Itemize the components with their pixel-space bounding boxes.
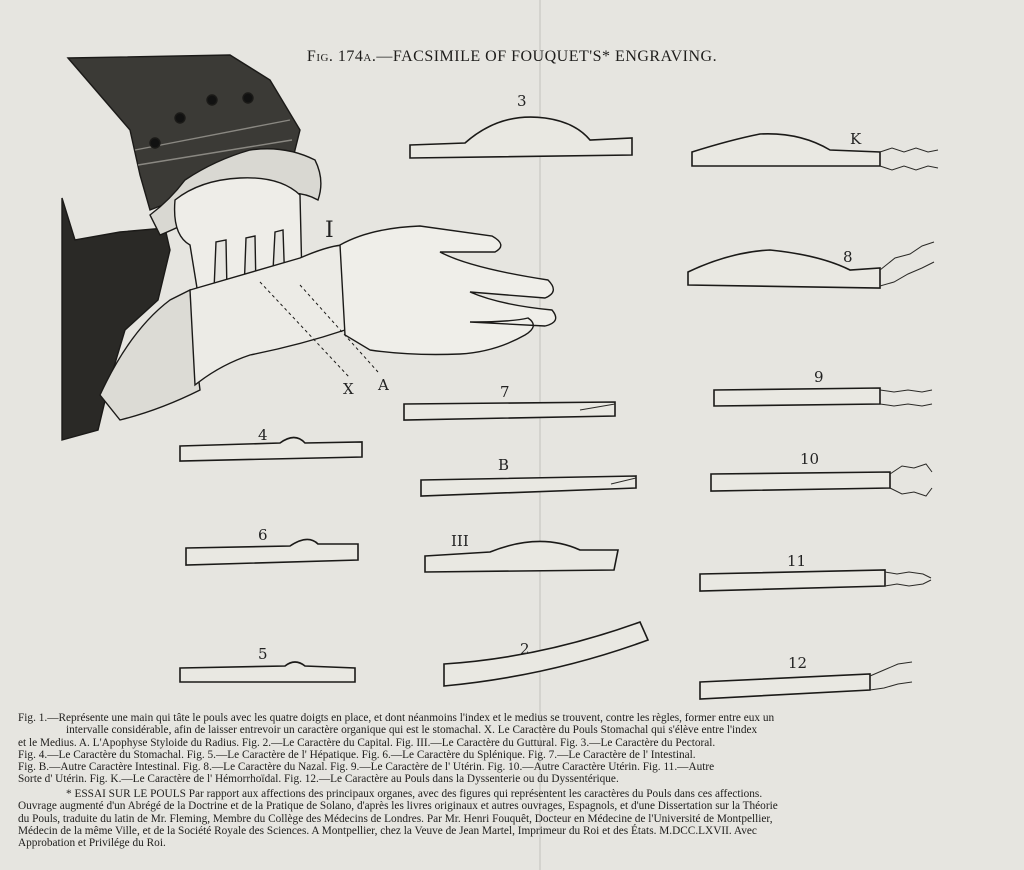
label-fig-12: 12 (788, 654, 808, 672)
plate-title-prefix: Fig. 174a. (306, 48, 377, 65)
caption-line: intervalle considérable, afin de laisser entrevoir un caractère organique qui est le stomachal. X. Le Caractère du Pouls Stomachal qui s'élève entre l'index (66, 724, 758, 737)
pulse-feather-tips (580, 148, 938, 690)
pulse-fig-11 (700, 570, 885, 591)
label-fig-11: 11 (787, 552, 807, 570)
pulse-fig-b (421, 476, 636, 496)
pulse-fig-12 (700, 674, 870, 699)
cuff-button-4 (243, 93, 253, 103)
caption-line: et le Medius. A. L'Apophyse Styloide du Radius. Fig. 2.—Le Caractère du Capital. Fig. III.—Le Caractère du Guttural. Fig. 3.—Le Caractère du Pectoral. (18, 736, 716, 749)
hand-pulse-illustration (62, 55, 556, 440)
label-fig-iii: III (451, 532, 469, 550)
plate-title (0, 48, 1024, 66)
pulse-fig-10 (711, 472, 890, 491)
footnote (18, 788, 973, 849)
caption-line: Sorte d' Utérin. Fig. K.—Le Caractère de l' Hémorrhoïdal. Fig. 12.—Le Caractère au Pouls dans la Dyssenterie ou du Dyssentérique. (18, 773, 619, 786)
pulse-fig-5 (180, 662, 355, 682)
label-fig-6: 6 (258, 526, 268, 544)
pulse-fig-7 (404, 402, 615, 420)
caption-line: Fig. 1.—Représente une main qui tâte le pouls avec les quatre doigts en place, et dont néanmoins l'index et le medius se trouvent, contre les règles, former entre eux un (18, 712, 775, 724)
label-x: X (343, 380, 354, 398)
caption-line: Fig. B.—Autre Caractère Intestinal. Fig. 8.—Le Caractère du Nazal. Fig. 9.—Le Caractère de l' Utérin. Fig. 10.—Autre Caractère Utérin. Fig. 11.—Autre (18, 761, 715, 774)
cuff-button-2 (175, 113, 185, 123)
pulse-fig-6 (186, 539, 358, 565)
feather-11 (885, 572, 931, 586)
figure-caption (18, 712, 973, 786)
feather-8 (880, 242, 934, 286)
cuff-button-1 (150, 138, 160, 148)
plate-title-text: —FACSIMILE OF FOUQUET'S* ENGRAVING. (376, 48, 718, 65)
label-fig-9: 9 (814, 368, 824, 386)
patient-hand (340, 226, 556, 355)
label-a: A (378, 376, 389, 394)
label-fig-4: 4 (258, 426, 268, 444)
pulse-fig-2 (444, 622, 648, 686)
label-fig-b: B (498, 456, 510, 474)
footnote-line: Médecin de la même Ville, et de la Société Royale des Sciences. A Montpellier, chez la Veuve de Jean Martel, Imprimeur du Roi et des États. M.DCC.LXVII. Avec (18, 824, 757, 837)
label-fig-8: 8 (843, 248, 853, 266)
caption-line: Fig. 4.—Le Caractère du Stomachal. Fig. 5.—Le Caractère de l' Hépatique. Fig. 6.—Le Caractère du Splénique. Fig. 7.—Le Caractère de l' Intestinal. (18, 748, 696, 761)
feather-10 (890, 464, 932, 496)
footnote-line: Ouvrage augmenté d'un Abrégé de la Doctrine et de la Pratique de Solano, d'après les livres originaux et autres ouvrages, Espagnols, et d'une Dissertation sur la Théorie (18, 800, 778, 813)
pulse-fig-9 (714, 388, 880, 406)
label-fig-3: 3 (517, 92, 527, 110)
label-fig-2: 2 (520, 640, 530, 658)
label-fig-k: K (850, 130, 862, 148)
cuff-button-3 (207, 95, 217, 105)
label-fig-10: 10 (800, 450, 820, 468)
footnote-line: Approbation et Privilége du Roi. (18, 837, 166, 850)
feather-9 (880, 390, 932, 406)
label-fig-5: 5 (258, 645, 268, 663)
label-fig-7: 7 (500, 383, 510, 401)
footnote-line: * ESSAI SUR LE POULS Par rapport aux affections des principaux organes, avec des figures qui représentent les caractères du Pouls dans ces affections. (66, 788, 763, 800)
footnote-line: du Pouls, traduite du latin de Mr. Fleming, Membre du Collège des Médecins de Londres. Par Mr. Henri Fouquêt, Docteur en Médecine de l'Université de Montpellier, (18, 812, 773, 825)
pulse-fig-3 (410, 117, 632, 158)
label-hand-index: I (325, 218, 334, 243)
pulse-fig-4 (180, 438, 362, 462)
feather-k (880, 148, 938, 170)
feather-12 (870, 662, 912, 690)
